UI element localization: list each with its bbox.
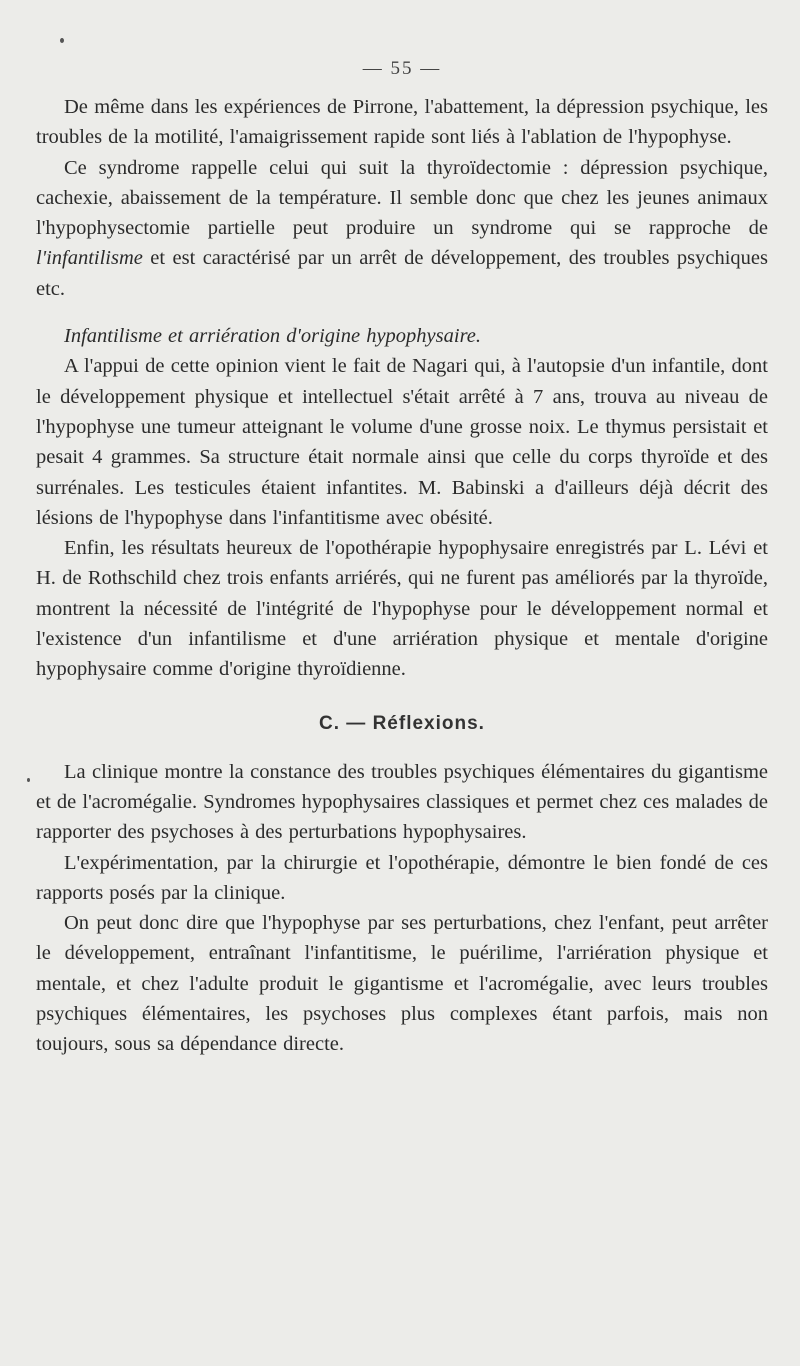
- paragraph-conclusion: On peut donc dire que l'hypophyse par ses perturbations, chez l'enfant, peut arrêter le développement, entraînant l'infantitisme, le puérilime, l'arriération physique et mentale, et chez l'adulte produit le gigantisme et l'acromégalie, avec leurs troubles psychiques élémentaires, les psychoses plus complexes étant parfois, mais non toujours, sous sa dépendance directe.: [36, 912, 768, 1056]
- paragraph-nagari-case: A l'appui de cette opinion vient le fait de Nagari qui, à l'autopsie d'un infantile, dont le développement physique et intellectuel s'était arrêté à 7 ans, trouva au niveau de l'hypophyse une tumeur atteignant le volume d'une grosse noix. Le thymus persistait et pesait 4 grammes. Sa structure était normale ainsi que celle du corps thyroïde et des surrénales. Les testicules étaient infantites. M. Babinski a d'ailleurs déjà décrit des lésions de l'hypophyse dans l'infantitisme avec obésité.: [36, 355, 768, 529]
- italic-term: l'infantilisme: [36, 247, 143, 270]
- section-heading-reflexions: C. — Réflexions.: [319, 712, 485, 734]
- paragraph-thyroidectomy-syndrome: [36, 153, 768, 304]
- paragraph-text: et est caractérisé par un arrêt de développement, des troubles psychiques etc.: [36, 247, 768, 300]
- paragraph-opotherapy-results: Enfin, les résultats heureux de l'opothérapie hypophysaire enregistrés par L. Lévi et H. de Rothschild chez trois enfants arriérés, qui ne furent pas améliorés par la thyroïde, montrent la nécessité de l'intégrité de l'hypophyse pour le développement normal et l'existence d'un infantilisme et d'une arriération physique et mentale d'origine hypophysaire comme d'origine thyroïdienne.: [36, 537, 768, 681]
- paragraph-clinical: La clinique montre la constance des troubles psychiques élémentaires du gigantisme et de l'acromégalie. Syndromes hypophysaires classiques et permet chez ces malades de rapporter des psychoses à des perturbations hypophysaires.: [36, 760, 768, 844]
- ink-speck: [27, 778, 30, 782]
- page-number: — 55 —: [362, 58, 442, 79]
- paragraph-pirrone-experiments: De même dans les expériences de Pirrone, l'abattement, la dépression psychique, les troubles de la motilité, l'amaigrissement rapide sont liés à l'ablation de l'hypophyse.: [36, 96, 768, 149]
- paragraph-text: Ce syndrome rappelle celui qui suit la thyroïdectomie : dépression psychique, cachexie, abaissement de la température. Il semble donc que chez les jeunes animaux l'hypophysectomie partielle peut produire un syndrome qui se rapproche de: [36, 156, 768, 240]
- paragraph-experimentation: L'expérimentation, par la chirurgie et l'opothérapie, démontre le bien fondé de ces rapports posés par la clinique.: [36, 851, 768, 904]
- ink-speck: [60, 38, 64, 43]
- paragraph-infantilisme-heading: Infantilisme et arriération d'origine hypophysaire.: [64, 325, 482, 348]
- book-page: [36, 58, 768, 1338]
